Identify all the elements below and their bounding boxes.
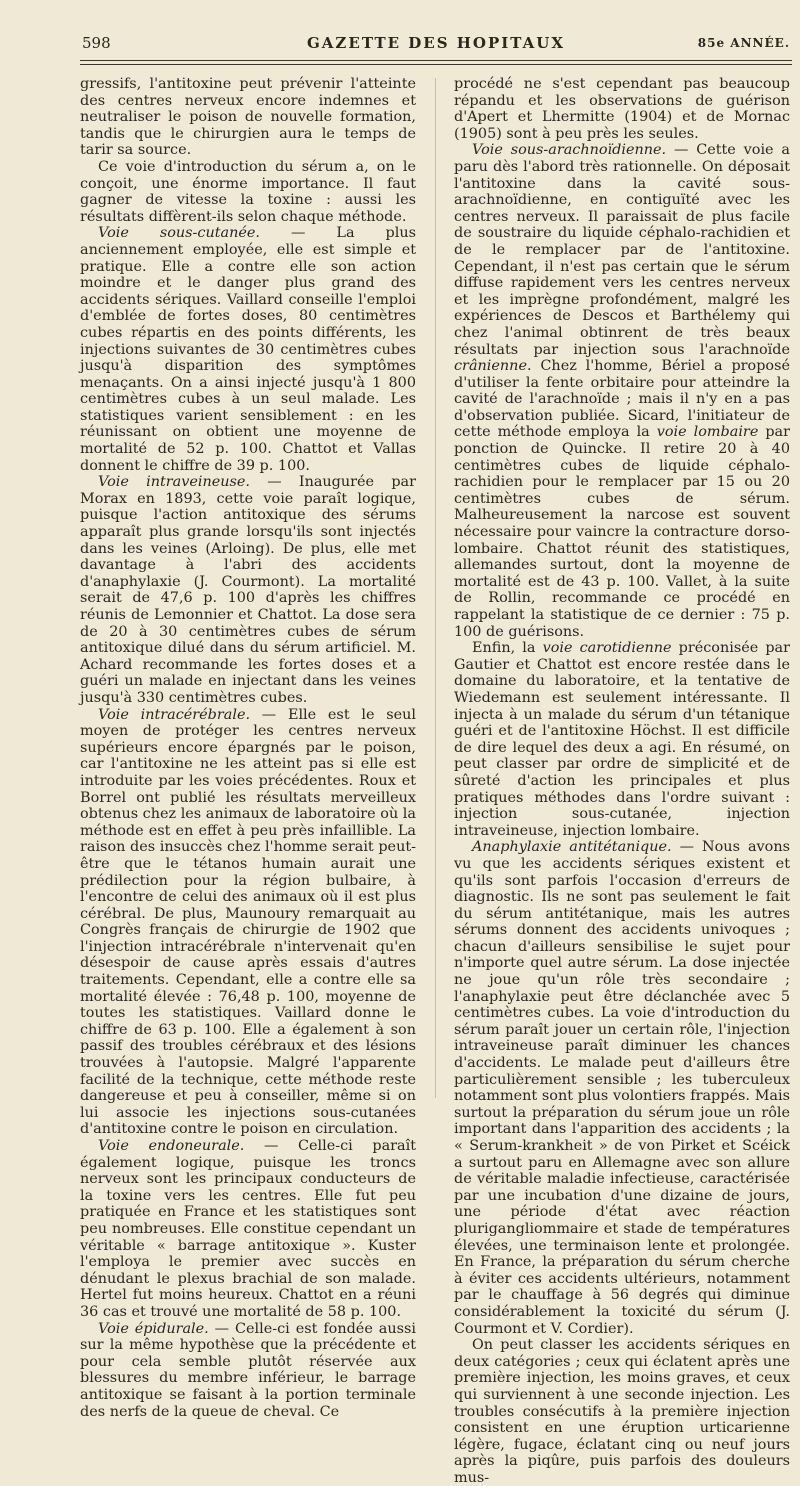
header-rule-top xyxy=(80,60,792,61)
section-epidural xyxy=(80,1321,416,1421)
section-heading: Anaphylaxie antitétanique. xyxy=(472,839,672,856)
paragraph: On peut classer les accidents sériques en deux catégories ; ceux qui éclatent après une première injection, les moins graves, et ceux qui surviennent à une seconde injection. Les troubles consécutifs à la première injection consistent en une éruption urticarienne légère, fugace, éclatant cinq ou neuf jours après la piqûre, puis parfois des douleurs mus- xyxy=(454,1337,790,1486)
paragraph: procédé ne s'est cependant pas beaucoup répandu et les observations de guérison d'Apert et Lhermitte (1904) et de Mornac (1905) sont à peu près les seules. xyxy=(454,76,790,142)
section-heading: Voie intraveineuse. xyxy=(98,474,250,491)
section-heading: Voie endoneurale. xyxy=(98,1138,245,1154)
paragraph: Ce voie d'introduction du sérum a, on le conçoit, une énorme importance. Il faut gagner de vitesse la toxine : aussi les résultats diffèrent-ils selon chaque méthode. xyxy=(80,158,416,225)
section-text: . Chez l'homme, Bériel a proposé d'utiliser la fente orbitaire pour atteindre la cavité de l'arachnoïde ; mais il n'y en a pas d'observation publiée. Sicard, l'initiateur de cette méthode employa la xyxy=(454,358,790,441)
section-text: par ponction de Quincke. Il retire 20 à 40 centimètres cubes de liquide céphalo-rachidien pour le remplacer par 15 ou 20 centimètres cubes de sérum. Malheureusement la narcose est souvent nécessaire pour vaincre la contracture dorso-lombaire. Chattot réunit des statistiques, allemandes surtout, dont la moyenne de mortalité est de 43 p. 100. Vallet, à la suite de Rollin, recommande ce procédé en rappelant la statistique de ce dernier : 75 p. 100 de guérisons. xyxy=(454,424,790,640)
journal-year: 85e ANNÉE. xyxy=(697,36,790,50)
section-text: — Celle-ci est fondée aussi sur la même hypothèse que la précédente et pour cela semble plutôt réservée aux blessures du membre inférieur, le barrage antitoxique se faisant à la portion terminale des nerfs de la queue de cheval. Ce xyxy=(80,1320,416,1420)
section-heading: Voie épidurale. xyxy=(98,1320,209,1337)
section-anaphylaxis xyxy=(454,839,790,1337)
section-text: — La plus anciennement employée, elle est simple et pratique. Elle a contre elle son action moindre et le danger plus grand des accidents sériques. Vaillard conseille l'emploi d'emblée de fortes doses, 80 centimètres cubes répartis en des points différents, les injections suivantes de 30 centimètres cubes jusqu'à disparition des symptômes menaçants. On a ainsi injecté jusqu'à 1 800 centimètres cubes à un seul malade. Les statistiques varient sensiblement : en les réunissant on obtient une moyenne de mortalité de 52 p. 100. Chattot et Vallas donnent le chiffre de 39 p. 100. xyxy=(80,225,417,474)
right-column xyxy=(454,76,790,1486)
section-heading: Voie sous-cutanée. xyxy=(98,225,260,242)
emphasis: voie lombaire xyxy=(656,424,759,441)
section-intracerebral xyxy=(80,707,416,1138)
section-subcutaneous xyxy=(80,225,416,474)
section-text: Enfin, la xyxy=(472,640,543,657)
header-rule-bottom xyxy=(80,64,792,65)
page-number: 598 xyxy=(82,34,111,52)
column-divider xyxy=(435,78,436,1098)
emphasis: voie carotidienne xyxy=(542,640,672,657)
section-subarachnoid xyxy=(454,142,790,640)
journal-title: GAZETTE DES HOPITAUX xyxy=(306,34,565,52)
section-endoneural xyxy=(80,1138,416,1321)
emphasis: crânienne xyxy=(454,358,527,375)
paragraph: gressifs, l'antitoxine peut prévenir l'atteinte des centres nerveux encore indemnes et neutraliser le poison de nouvelle formation, tandis que le chirurgien aura le temps de tarir sa source. xyxy=(80,76,416,159)
left-column xyxy=(80,76,417,1420)
paragraph-carotid xyxy=(454,640,790,839)
section-intravenous xyxy=(80,474,416,706)
section-text: — Nous avons vu que les accidents sériques existent et qu'ils sont parfois l'occasion d'erreurs de diagnostic. Ils ne sont pas seulement le fait du sérum antitétanique, mais les autres sérums donnent des accidents univoques ; chacun d'ailleurs sensibilise le sujet pour n'importe quel autre sérum. La dose injectée ne joue qu'un rôle très secondaire ; l'anaphylaxie peut être déclanchée avec 5 centimètres cubes. La voie d'introduction du sérum paraît jouer un certain rôle, l'injection intraveineuse paraît diminuer les chances d'accidents. Le malade peut d'ailleurs être particulièrement sensible ; les tuberculeux notamment sont plus volontiers frappés. Mais surtout la préparation du sérum joue un rôle important dans l'apparition des accidents ; la « Serum-krankheit » de von Pirket et Scéick a surtout paru en Allemagne avec son allure de véritable maladie infectieuse, caractérisée par une incubation d'une dizaine de jours, une période d'état avec réaction plurigangliommaire et stade de températures élevées, une terminaison lente et prolongée. En France, la préparation du sérum cherche à éviter ces accidents ultérieurs, notamment par le chauffage à 56 degrés qui diminue considérablement la toxicité du sérum (J. Courmont et V. Cordier). xyxy=(454,839,790,1337)
section-heading: Voie intracérébrale. xyxy=(98,706,251,723)
running-header xyxy=(80,32,792,56)
section-text: — Cette voie a paru dès l'abord très rationnelle. On déposait l'antitoxine dans la cavité sous-arachnoïdienne, en contiguïté avec les centres nerveux. Il paraissait de plus facile de soustraire du liquide céphalo-rachidien et de le remplacer par de l'antitoxine. Cependant, il n'est pas certain que le sérum diffuse rapidement vers les centres nerveux et les imprègne profondément, malgré les expériences de Descos et Barthélemy qui chez l'animal obtinrent de très beaux résultats par injection sous l'arachnoïde xyxy=(454,142,790,358)
section-heading: Voie sous-arachnoïdienne. xyxy=(472,142,667,159)
section-text: — Inaugurée par Morax en 1893, cette voie paraît logique, puisque l'action antitoxique des sérums apparaît plus grande lorsqu'ils sont injectés dans les veines (Arloing). De plus, elle met davantage à l'abri des accidents d'anaphylaxie (J. Courmont). La mortalité serait de 47,6 p. 100 d'après les chiffres réunis de Lemonnier et Chattot. La dose sera de 20 à 30 centimètres cubes de sérum antitoxique dilué dans du sérum artificiel. M. Achard recommande les fortes doses et a guéri un malade en injectant dans les veines jusqu'à 330 centimètres cubes. xyxy=(80,474,416,706)
section-text: — Celle-ci paraît également logique, puisque les troncs nerveux sont les principaux conducteurs de la toxine vers les centres. Elle fut peu pratiquée en France et les statistiques sont peu nombreuses. Elle constitue cependant un véritable « barrage antitoxique ». Kuster l'employa le premier avec succès en dénudant le plexus brachial de son malade. Hertel fut moins heureux. Chattot en a réuni 36 cas et trouvé une mortalité de 58 p. 100. xyxy=(80,1138,416,1320)
section-text: — Elle est le seul moyen de protéger les centres nerveux supérieurs encore épargnés par le poison, car l'antitoxine ne les atteint pas si elle est introduite par les voies précédentes. Roux et Borrel ont publié les résultats merveilleux obtenus chez les animaux de laboratoire où la méthode est en effet à peu près infaillible. La raison des insuccès chez l'homme serait peut-être que le tétanos humain aurait une prédilection pour la région bulbaire, à l'encontre de celui des animaux où il est plus cérébral. De plus, Maunoury remarquait au Congrès français de chirurgie de 1902 que l'injection intracérébrale n'intervenait qu'en désespoir de cause après essais d'autres traitements. Cependant, elle a contre elle sa mortalité élevée : 76,48 p. 100, moyenne de toutes les statistiques. Vaillard donne le chiffre de 63 p. 100. Elle a également à son passif des troubles cérébraux et des lésions trouvées à l'autopsie. Malgré l'apparente facilité de la technique, cette méthode reste dangereuse et peu à conseiller, même si on lui associe les injections sous-cutanées d'antitoxine contre le poison en circulation. xyxy=(80,706,416,1138)
section-text: préconisée par Gautier et Chattot est encore restée dans le domaine du laboratoire, et la tentative de Wiedemann est seulement intéressante. Il injecta à un malade du sérum d'un tétanique guéri et de l'antitoxine Höchst. Il est difficile de dire lequel des deux a agi. En résumé, on peut classer par ordre de simplicité et de sûreté d'action les principales et plus pratiques méthodes dans l'ordre suivant : injection sous-cutanée, injection intraveineuse, injection lombaire. xyxy=(454,640,790,839)
